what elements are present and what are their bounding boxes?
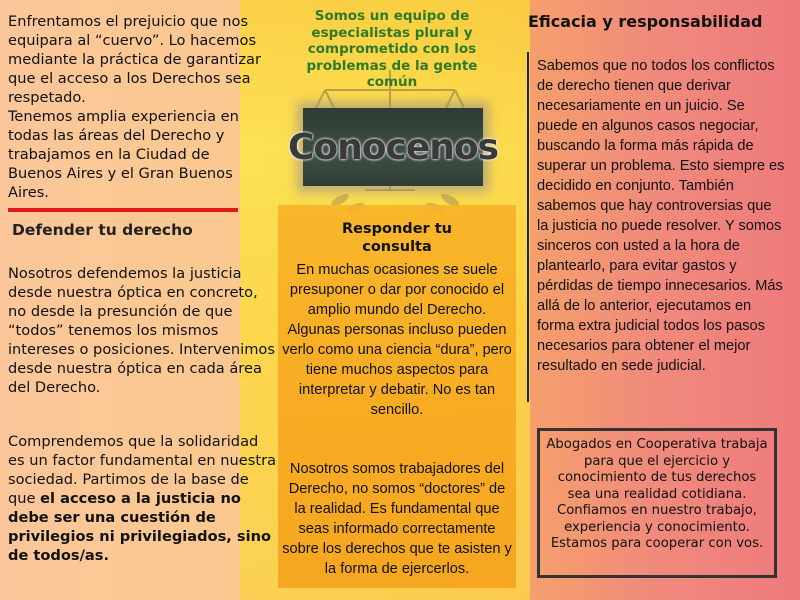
- defend-paragraph-2: [8, 432, 276, 565]
- consult-heading: Responder tu consulta: [342, 221, 452, 255]
- defend-paragraph-2-bold: el acceso a la justicia no debe ser una cuestión de privilegios ni privilegiados, sino de todos/as.: [8, 490, 272, 564]
- red-divider: [8, 208, 238, 212]
- left-column: [8, 12, 276, 202]
- page-title: Conocenos: [287, 126, 499, 168]
- title-banner: [287, 108, 499, 186]
- defend-paragraph-2-text: Comprendemos que la solidaridad es un factor fundamental en nuestra sociedad. Partimos de la base de que: [8, 433, 277, 507]
- efficacy-heading: Eficacia y responsabilidad: [528, 12, 763, 31]
- intro-paragraph: Enfrentamos el prejuicio que nos equipara al “cuervo”. Lo hacemos mediante la práctica de garantizar que el acceso a los Derechos sea respetado. Tenemos amplia experiencia en todas las áreas del Derecho y trabajamos en la Ciudad de Buenos Aires y el Gran Buenos Aires.: [8, 13, 261, 201]
- cooperative-box: Abogados en Cooperativa trabaja para que el ejercicio y conocimiento de tus derechos sea una realidad cotidiana. Confiamos en nuestro trabajo, experiencia y conocimiento. Estamos para cooperar con vos.: [537, 428, 777, 578]
- defend-paragraph-1: Nosotros defendemos la justicia desde nuestra óptica en concreto, no desde la presunción de que “todos” tenemos los mismos intereses o posiciones. Intervenimos desde nuestra óptica en cada área del Derecho.: [8, 265, 275, 396]
- consult-paragraph-2: Nosotros somos trabajadores del Derecho, no somos “doctores” de la realidad. Es fundamental que seas informado correctamente sobre los derechos que te asisten y la forma de ejercerlos.: [282, 461, 512, 577]
- consult-paragraph-1: En muchas ocasiones se suele presuponer o dar por conocido el amplio mundo del Derecho. Algunas personas incluso pueden verlo como una ciencia “dura”, pero tiene muchos aspectos para interpretar y debatir. No es tan sencillo.: [282, 262, 512, 418]
- right-vertical-rule: [527, 52, 529, 402]
- efficacy-paragraph: Sabemos que no todos los conflictos de derecho tienen que derivar necesariamente en un juicio. Se puede en algunos casos negociar, buscando la forma más rápida de superar un problema. Esto siempre es decidido en conjunto. También sabemos que hay controversias que la justicia no puede resolver. Y somos sinceros con usted a la hora de plantearlo, para evitar gastos y pérdidas de tiempo innecesarios. Más allá de lo anterior, ejecutamos en forma extra judicial todos los pasos necesarios para obtener el mejor resultado en sede judicial.: [537, 58, 785, 374]
- defend-heading: Defender tu derecho: [12, 221, 193, 239]
- team-tagline: Somos un equipo de especialistas plural y comprometido con los problemas de la gente común: [306, 8, 478, 90]
